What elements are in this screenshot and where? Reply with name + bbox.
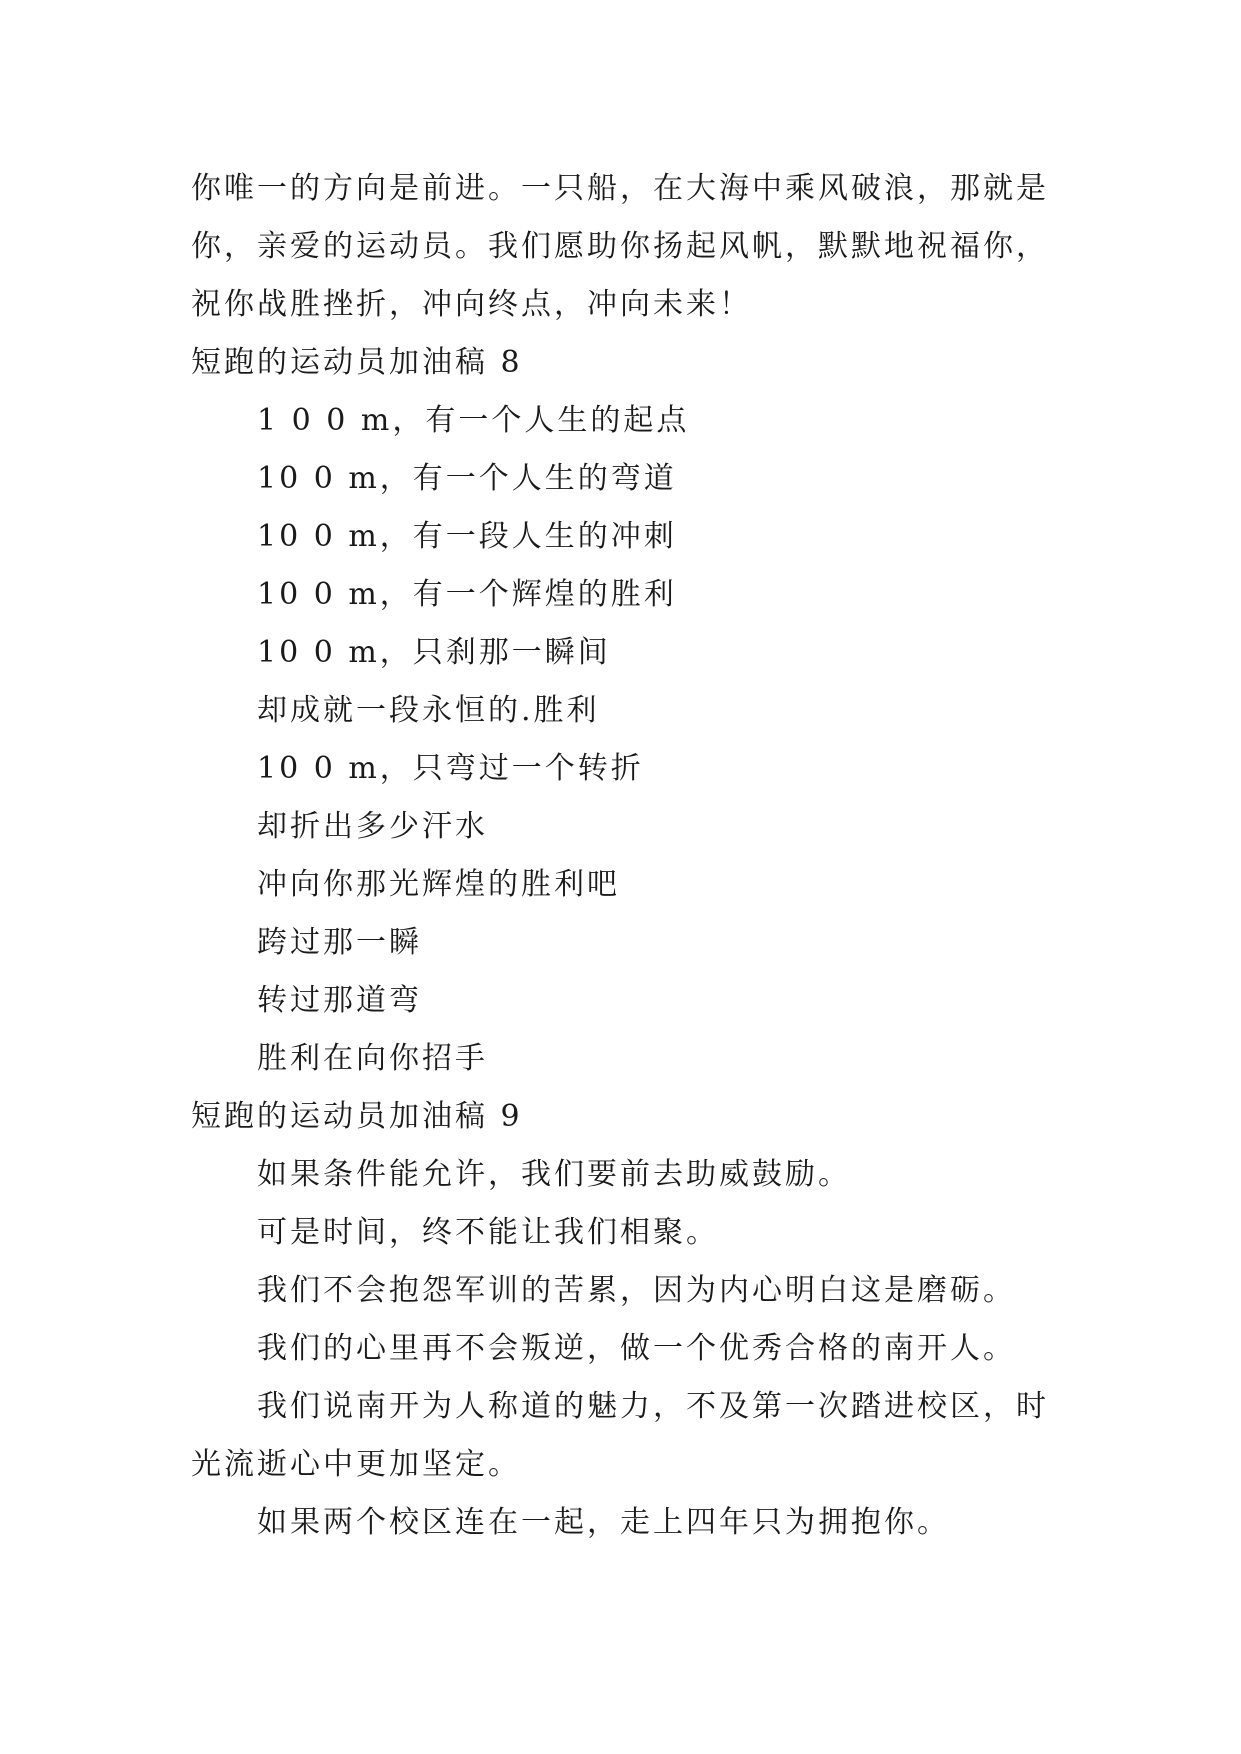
text-line: 转过那道弯 — [257, 983, 422, 1018]
text-line: 我们的心里再不会叛逆，做一个优秀合格的南开人。 — [257, 1331, 1016, 1366]
text-line: 10 0 m，只刹那一瞬间 — [257, 635, 611, 670]
text-line: 你唯一的方向是前进。一只船，在大海中乘风破浪，那就是 — [191, 171, 1049, 206]
document-body — [191, 160, 1091, 1552]
text-line: 我们不会抱怨军训的苦累，因为内心明白这是磨砺。 — [257, 1273, 1016, 1308]
text-line: 祝你战胜挫折，冲向终点，冲向未来！ — [191, 287, 752, 322]
text-line: 光流逝心中更加坚定。 — [191, 1447, 521, 1482]
section-heading: 短跑的运动员加油稿 8 — [191, 345, 523, 380]
text-line: 却成就一段永恒的.胜利 — [257, 693, 600, 728]
text-line: 却折出多少汗水 — [257, 809, 488, 844]
text-line: 10 0 m，有一段人生的冲刺 — [257, 519, 677, 554]
text-line: 跨过那一瞬 — [257, 925, 422, 960]
text-line: 如果两个校区连在一起，走上四年只为拥抱你。 — [257, 1505, 950, 1540]
text-line: 可是时间，终不能让我们相聚。 — [257, 1215, 719, 1250]
text-line: 1 0 0 m，有一个人生的起点 — [257, 403, 690, 438]
text-line: 胜利在向你招手 — [257, 1041, 488, 1076]
text-line: 如果条件能允许，我们要前去助威鼓励。 — [257, 1157, 851, 1192]
text-line: 冲向你那光辉煌的胜利吧 — [257, 867, 620, 902]
text-line: 10 0 m，有一个辉煌的胜利 — [257, 577, 677, 612]
text-line: 10 0 m，只弯过一个转折 — [257, 751, 644, 786]
text-line: 我们说南开为人称道的魅力，不及第一次踏进校区，时 — [257, 1389, 1049, 1424]
text-line: 10 0 m，有一个人生的弯道 — [257, 461, 677, 496]
section-heading: 短跑的运动员加油稿 9 — [191, 1099, 523, 1134]
text-line: 你，亲爱的运动员。我们愿助你扬起风帆，默默地祝福你， — [191, 229, 1049, 264]
